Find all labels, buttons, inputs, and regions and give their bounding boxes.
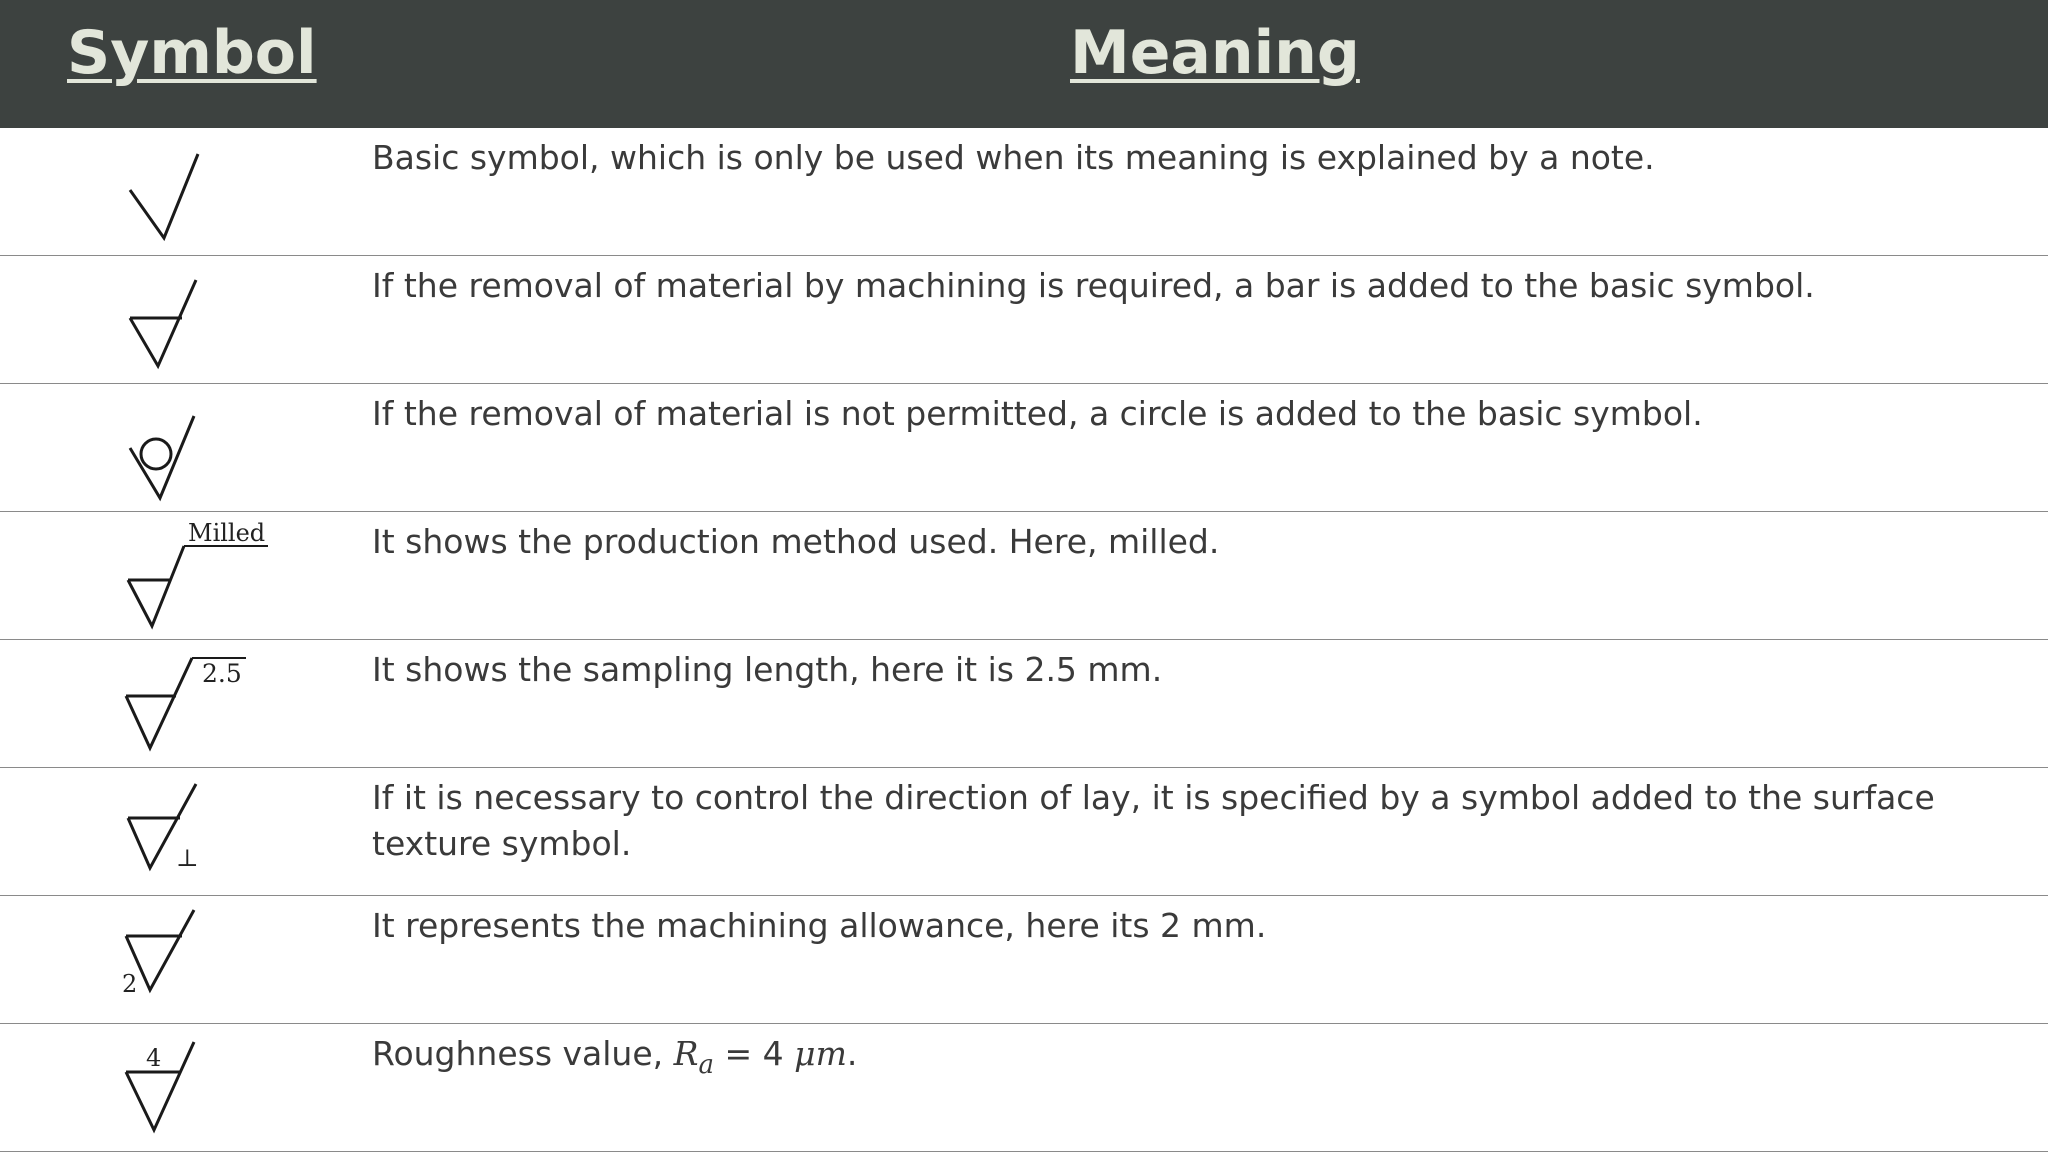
table-header: [0, 0, 2048, 128]
table-row: [0, 1024, 2048, 1152]
table-row: [0, 128, 2048, 256]
roughness-variable: R: [673, 1034, 699, 1073]
row-meaning: If it is necessary to control the direction of lay, it is specified by a symbol added to the surface texture symbol.: [372, 778, 1935, 863]
symbol-label: 4: [146, 1044, 162, 1072]
symbol-table: [0, 128, 2048, 1152]
row-meaning: It represents the machining allowance, here its 2 mm.: [372, 906, 1267, 945]
symbol-label: 2.5: [202, 659, 242, 688]
table-row: [0, 896, 2048, 1024]
meaning-end: .: [846, 1034, 858, 1073]
material-removal-required-symbol-icon: [100, 264, 300, 376]
production-method-symbol-icon: [100, 520, 300, 632]
roughness-subscript: a: [698, 1050, 714, 1080]
table-row: [0, 512, 2048, 640]
table-row: [0, 256, 2048, 384]
roughness-unit: μm: [794, 1034, 847, 1073]
meaning-column-header: Meaning: [1070, 18, 1360, 88]
row-meaning: It shows the sampling length, here it is 2.5 mm.: [372, 650, 1163, 689]
row-meaning: [372, 1031, 1972, 1088]
material-removal-prohibited-symbol-icon: [100, 392, 300, 504]
table-row: [0, 640, 2048, 768]
table-row: [0, 384, 2048, 512]
symbol-label: 2: [122, 970, 138, 998]
sampling-length-symbol-icon: [100, 648, 300, 760]
lay-direction-symbol-icon: [100, 776, 300, 888]
machining-allowance-symbol-icon: [100, 904, 300, 1016]
symbol-label: Milled: [188, 520, 266, 547]
meaning-equals: = 4: [714, 1034, 795, 1073]
row-meaning: It shows the production method used. Here, milled.: [372, 522, 1220, 561]
symbol-column-header: Symbol: [67, 18, 317, 88]
row-meaning: If the removal of material by machining is required, a bar is added to the basic symbol.: [372, 266, 1815, 305]
table-row: [0, 768, 2048, 896]
row-meaning: Basic symbol, which is only be used when its meaning is explained by a note.: [372, 138, 1655, 177]
basic-surface-symbol-icon: [100, 136, 300, 248]
meaning-prefix: Roughness value,: [372, 1034, 674, 1073]
row-meaning: If the removal of material is not permitted, a circle is added to the basic symbol.: [372, 394, 1703, 433]
roughness-value-symbol-icon: [100, 1032, 300, 1144]
symbol-label: ⊥: [176, 844, 199, 872]
